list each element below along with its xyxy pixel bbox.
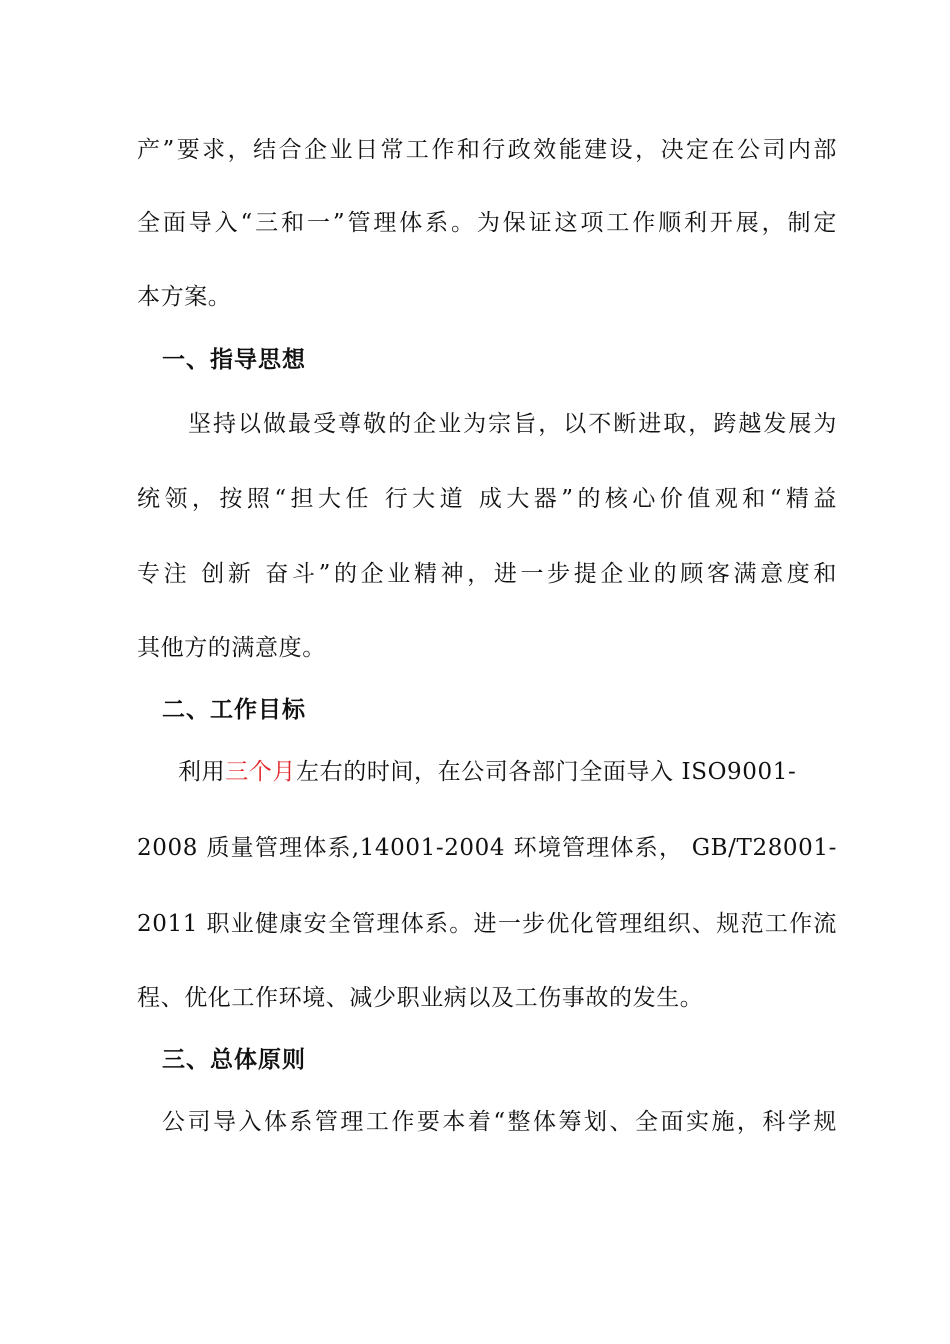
section-heading-guiding-thought: 一、指导思想 bbox=[162, 347, 306, 373]
body-text-line: 产”要求，结合企业日常工作和行政效能建设，决定在公司内部 bbox=[137, 137, 837, 163]
body-text-line: 2008 质量管理体系,14001-2004 环境管理体系， GB/T28001- bbox=[137, 835, 837, 861]
section-heading-work-goals: 二、工作目标 bbox=[162, 697, 306, 723]
body-text-line: 公司导入体系管理工作要本着“整体筹划、全面实施，科学规 bbox=[162, 1109, 837, 1135]
text-run: 左右的时间，在公司各部门全面导入 ISO9001- bbox=[296, 759, 797, 785]
body-text-line: 2011 职业健康安全管理体系。进一步优化管理组织、规范工作流 bbox=[137, 911, 837, 937]
section-heading-general-principles: 三、总体原则 bbox=[162, 1047, 306, 1073]
body-text-line-with-highlight bbox=[178, 757, 837, 787]
body-text-line: 程、优化工作环境、减少职业病以及工伤事故的发生。 bbox=[137, 985, 704, 1011]
body-text-line: 专注 创新 奋斗”的企业精神，进一步提企业的顾客满意度和 bbox=[137, 561, 837, 587]
body-text-line: 全面导入“三和一”管理体系。为保证这项工作顺利开展，制定 bbox=[137, 210, 837, 236]
body-text-line: 统领，按照“担大任 行大道 成大器”的核心价值观和“精益 bbox=[137, 486, 837, 512]
body-text-line: 其他方的满意度。 bbox=[137, 635, 326, 661]
body-text-line: 本方案。 bbox=[137, 284, 232, 310]
highlighted-text: 三个月 bbox=[225, 759, 297, 785]
text-run: 利用 bbox=[178, 759, 226, 785]
body-text-line: 坚持以做最受尊敬的企业为宗旨，以不断进取，跨越发展为 bbox=[188, 411, 837, 437]
